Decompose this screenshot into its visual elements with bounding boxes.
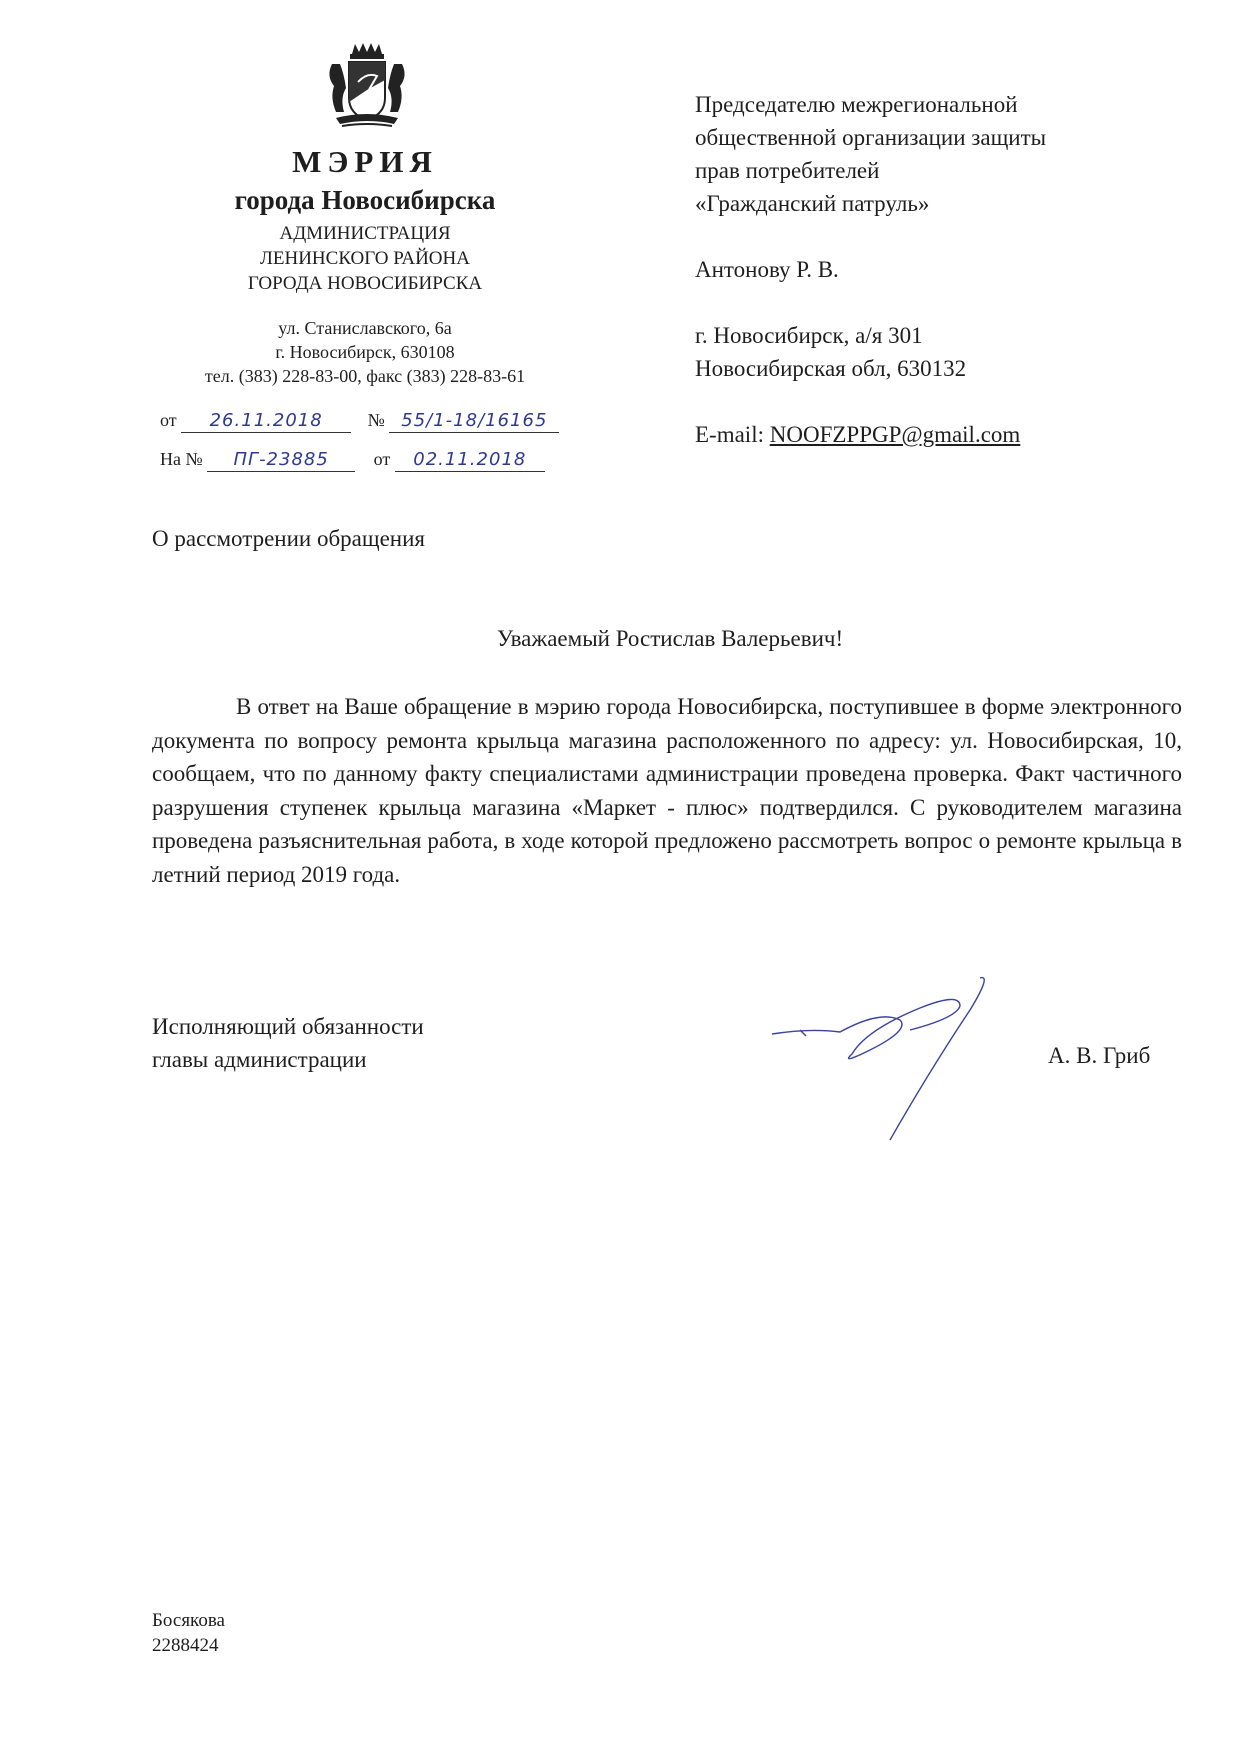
recipient-email-row	[695, 418, 1195, 451]
reply-number: ПГ-23885	[207, 449, 355, 472]
recipient-line: общественной организации защиты	[695, 125, 1047, 150]
recipient-line: «Гражданский патруль»	[695, 191, 930, 216]
signatory-title-line: главы администрации	[152, 1047, 367, 1072]
reply-from-label: от	[373, 449, 391, 469]
handwritten-signature-icon	[770, 970, 1020, 1145]
recipient-line: прав потребителей	[695, 158, 880, 183]
address-line: тел. (383) 228-83-00, факс (383) 228-83-61	[204, 366, 526, 386]
signatory-title-line: Исполняющий обязанности	[152, 1014, 424, 1039]
recipient-block	[695, 88, 1195, 451]
recipient-name: Антонову Р. В.	[695, 257, 839, 282]
letter-body: В ответ на Ваше обращение в мэрию города Новосибирска, поступившее в форме электронного документа по вопросу ремонта крыльца магазина расположенного по адресу: ул. Новосибирская, 10, сообщаем, что по данному факту специалистами администрации проведена проверка. Факт частичного разрушения ступенек крыльца магазина «Маркет - плюс» подтвердился. С руководителем магазина проведена разъяснительная работа, в ходе которой предложено рассмотреть вопрос о ремонте крыльца в летний период 2019 года.	[152, 694, 1182, 887]
executor-block	[152, 1608, 225, 1658]
address-line: г. Новосибирск, 630108	[275, 342, 455, 362]
admin-line: ГОРОДА НОВОСИБИРСКА	[247, 273, 483, 294]
executor-name: Босякова	[152, 1610, 225, 1631]
number-label: №	[367, 410, 385, 430]
email-link[interactable]: NOOFZPPGP@gmail.com	[769, 422, 1021, 447]
incoming-reference	[160, 446, 545, 472]
outgoing-date: 26.11.2018	[181, 410, 351, 433]
recipient-address-line: г. Новосибирск, а/я 301	[695, 323, 923, 348]
reply-label: На №	[160, 449, 203, 469]
address-line: ул. Станиславского, 6а	[278, 318, 452, 338]
outgoing-registration	[160, 407, 559, 433]
signatory-title	[152, 1010, 424, 1076]
admin-block	[150, 221, 580, 296]
outgoing-number: 55/1-18/16165	[389, 410, 559, 433]
admin-line: АДМИНИСТРАЦИЯ	[279, 223, 451, 244]
coat-of-arms-icon	[322, 42, 412, 134]
recipient-address-line: Новосибирская обл, 630132	[695, 356, 967, 381]
admin-line: ЛЕНИНСКОГО РАЙОНА	[260, 248, 470, 269]
org-title: МЭРИЯ	[292, 144, 438, 179]
greeting: Уважаемый Ростислав Валерьевич!	[496, 626, 844, 651]
sender-address	[140, 316, 590, 388]
signatory-name: А. В. Гриб	[1048, 1043, 1151, 1068]
reply-date: 02.11.2018	[395, 449, 545, 472]
executor-phone: 2288424	[152, 1635, 219, 1656]
recipient-line: Председателю межрегиональной	[695, 92, 1018, 117]
from-label: от	[160, 410, 177, 430]
subject-line: О рассмотрении обращения	[152, 526, 425, 551]
email-label: E-mail:	[695, 422, 764, 447]
org-city: города Новосибирска	[234, 185, 496, 215]
